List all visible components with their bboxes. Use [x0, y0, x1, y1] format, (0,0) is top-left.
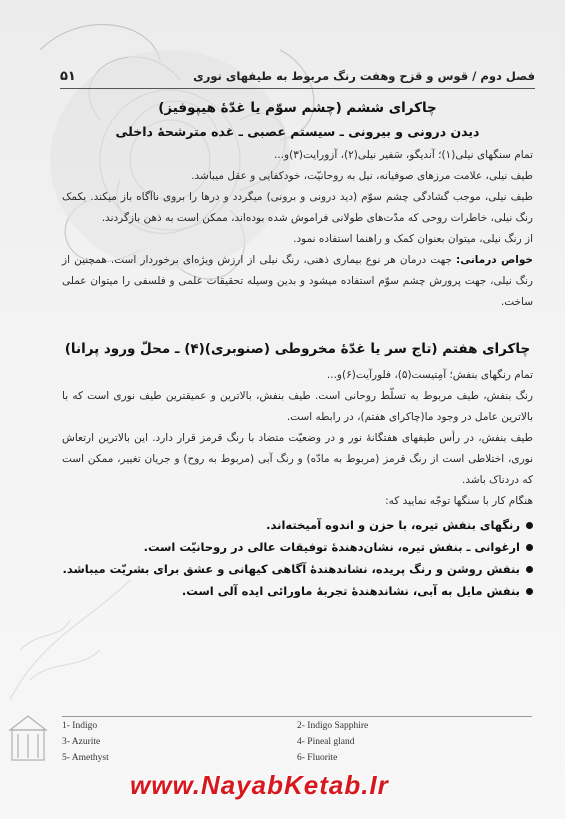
paragraph: طیف نیلی، علامت مرزهای صوفیانه، نیل به روحانیّت، خودکفایی و عقل میباشد. [191, 170, 533, 182]
footnote: 6- Fluorite [297, 753, 338, 763]
paragraph: تمام رنگهای بنفش؛ آمِتیست(۵)، فلورآیت(۶)و... [326, 369, 533, 381]
paragraph: رنگ بنفش، طیف مربوط به تسلّط روحانی است. طیف بنفش، بالاترین و عمیقترین طیف نوری است که با بالاترین عامل در وجود ما(چاکرای هفتم)، در رابطه است. [62, 390, 533, 423]
page-body [62, 96, 533, 602]
paragraph: تمام سنگهای نیلی(۱)؛ آندیگو، سَفیر نیلی(۲)، آزورایت(۳)و... [274, 149, 533, 161]
paragraph: طیف بنفش، در رأس طیفهای هفتگانهٔ نور و در وضعیّت متضاد با رنگ قرمز قرار دارد. این بالاترین ارتعاش نوری، اختلاطی است از رنگ قرمز (مربوط به مادّه) و رنگ آبی (مربوط به روح) و جریان تغییر، ممکن است که دردناک باشد. [62, 432, 533, 486]
list-item [62, 558, 533, 580]
section-heading-seventh-chakra: چاکرای هفتم (تاج سر یا غدّهٔ مخروطی (صنوبری)(۴) ـ محلّ ورود پرانا) [64, 341, 531, 357]
list-item-text: ارغوانی ـ بنفش تیره، نشان‌دهندهٔ توفیقات عالی در روحانیّت است. [143, 540, 520, 554]
list-item [62, 536, 533, 558]
footnote: 1- Indigo [62, 721, 98, 731]
footnote: 2- Indigo Sapphire [297, 721, 369, 731]
running-header [60, 64, 535, 89]
section-heading-sixth-chakra: چاکرای ششم (چشم سوّم یا غدّهٔ هیپوفیز) [158, 100, 437, 116]
healing-paragraph [62, 250, 533, 313]
healing-label: خواص درمانی: [456, 254, 533, 266]
publisher-building-logo [6, 712, 50, 766]
list-item-text: بنفش روشن و رنگ پریده، نشاندهندهٔ آگاهی کیهانی و عشق برای بشریّت میباشد. [62, 562, 520, 576]
bullet-icon [526, 522, 533, 529]
footnote: 4- Pineal gland [297, 737, 355, 747]
paragraph: طیف نیلی، موجب گشادگی چشم سوّم (دید درونی و برونی) میگردد و درها را بروی ناآگاه باز میکند. بکمک رنگ نیلی، خاطرات روحی که مدّت‌های طولانی فراموش شده بوده‌اند، ممکن است به ذهن بازگردند. [62, 191, 533, 224]
footnote: 5- Amethyst [62, 753, 109, 763]
paragraph: هنگام کار با سنگها توجّه نمایید که: [385, 495, 533, 507]
bullet-icon [526, 544, 533, 551]
healing-text: جهت درمان هر نوع بیماری ذهنی، رنگ نیلی از ارزش ویژه‌ای برخوردار است. همچنین از رنگ نیلی، جهت پرورش چشم سوّم استفاده میشود و بدین وسیله تحقیقات علمی و فلسفی را میتوان عملی ساخت. [62, 254, 533, 308]
chapter-title: فصل دوم / قوس و قزح وهفت رنگ مربوط به طیفهای نوری [193, 69, 535, 83]
list-item-text: بنفش مایل به آبی، نشاندهندهٔ تجربهٔ ماورائی ایده آلی است. [181, 584, 520, 598]
website-watermark: www.NayabKetab.Ir [130, 770, 389, 800]
list-item [62, 580, 533, 602]
paragraph: از رنگ نیلی، میتوان بعنوان کمک و راهنما استفاده نمود. [293, 233, 533, 245]
list-item [62, 514, 533, 536]
bullet-icon [526, 566, 533, 573]
footnotes [62, 716, 532, 763]
footnote: 3- Azurite [62, 737, 101, 747]
section-seventh-chakra [62, 341, 533, 602]
list-item-text: رنگهای بنفش تیره، با حزن و اندوه آمیخته‌اند. [266, 518, 520, 532]
section-subheading: دیدن درونی و بیرونی ـ سیستم عصبی ـ غده مترشحهٔ داخلی [115, 124, 480, 139]
page-number: ۵۱ [60, 68, 76, 84]
bullet-icon [526, 588, 533, 595]
bullet-list [62, 514, 533, 602]
